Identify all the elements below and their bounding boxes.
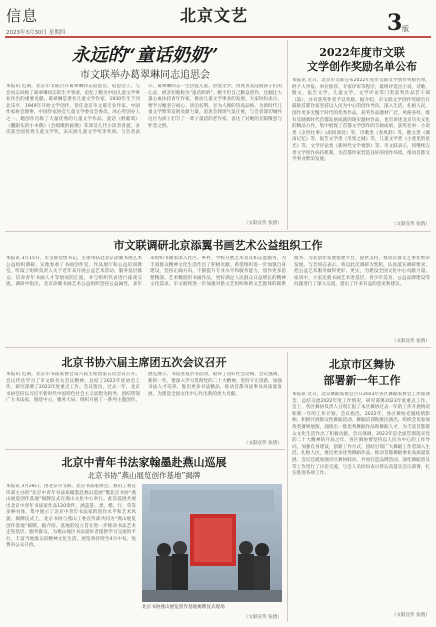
article3-title: 市文联调研北京添翼书画艺术公益组织工作 — [113, 239, 323, 252]
issue-date: 2023年3月30日 星期四 — [6, 30, 66, 36]
article6-body: 本报讯 近日，北京舞蹈家协会召开2023年各区舞蹈家协会工作座谈会，总结交流2022年度工作情况，研究部署2023年度重点工作。会上，各区舞协负责人分别汇报了本区舞协过去一年的工作开展情况和新一年的工作计划。会议指出，2022年，各区舞协克服疫情影响，积极开展群众性舞蹈活动、舞蹈培训和惠民演出，组织会员参加各类赛事展演，涌现出一批优秀舞蹈作品和舞蹈人才，为丰富首都群众文化生活作出了积极贡献。会议强调，2023年是全面贯彻落实党的二十大精神的开局之年，各区舞协要坚持以人民为中心的工作导向，加强自身建设，创新工作方式，团结引领广大舞蹈工作者深入生活、扎根人民，推出更多优秀舞蹈作品，推动首都舞蹈事业高质量发展。会议还就加强市区舞协联动、共同打造品牌活动、深化舞蹈普及等工作进行了讨论交流，与会人员纷纷表示将认真落实会议部署，扎实推进各项工作。 — [292, 392, 430, 477]
event-photo — [142, 484, 282, 602]
article5-subtitle: 北京书协“燕山展览创作基地”揭牌 — [87, 471, 201, 480]
article5-title: 北京中青年书法家翰墨赴燕山巡展 — [61, 456, 227, 469]
rule-3 — [5, 449, 285, 450]
article6-byline: （文联宣传 张倩） — [391, 613, 430, 618]
page-number: 3 — [387, 10, 403, 36]
photo-illustration — [142, 484, 282, 602]
rule-2 — [5, 347, 431, 348]
divider-top — [287, 40, 288, 230]
article3-byline: （文联宣传 张倩） — [391, 339, 430, 344]
header-rule — [5, 36, 431, 38]
article2-byline: （文联宣传 张倩） — [391, 222, 430, 227]
article2-title: 2022年度市文联 — [319, 46, 405, 59]
article5-body: 本报讯 3月28日，由北京市文联、北京书法家协会、燕山工委宣传部主办的“北京中青年书法家翰墨赴燕山巡展”暨北京书协“燕山展览创作基地”揭牌仪式在燕山文化中心举行。此次巡展共展出北京中青年书法家作品120余件，涵盖篆、隶、楷、行、草等多种书体，集中展示了北京中青年书法家的创作水平和艺术风貌。揭牌仪式上，北京书协与燕山工委宣传部共同为“燕山展览创作基地”揭牌。据介绍，基地的设立旨在进一步推动书法艺术走进基层、服务群众，为燕山地区书法爱好者提供学习交流的平台，丰富当地群众的精神文化生活。展览将持续至4月中旬，免费向公众开放。 — [6, 484, 136, 549]
article1-title: 永远的“童话奶奶” — [71, 45, 219, 66]
divider-bottom — [287, 352, 288, 622]
article4-byline: （文联宣传 张倩） — [243, 441, 282, 446]
section-label: 信息 — [6, 7, 39, 25]
article1-subtitle: 市文联举办葛翠琳同志追思会 — [80, 70, 210, 81]
article1-body: 本报讯 近期，北京市文联召开葛翠琳同志追思会。追思会上，与会同志回顾了葛翠琳同志的生平事迹，追忆了她为中国儿童文学事业作出的重要贡献。葛翠琳是著名儿童文学作家，1930年生于河北乐亭，1949年开始文学创作，曾任北京市文联专业作家、中国作家协会理事、中国作家协会儿童文学委员会委员，冰心奖创办人之一。她创作出版了大量优秀的儿童文学作品，童话《野葡萄》《翻跟头的小木偶》《会唱歌的画像》等深受几代小读者喜爱，多次获全国优秀儿童文学奖、宋庆龄儿童文学奖等奖项。与会者表示，葛翠琳同志一生热爱儿童、热爱文学，用真善美浸润孩子们的心灵，被亲切地称为“童话奶奶”。她不但自己勤奋创作，还倾注大量心血扶持青年作家，推动儿童文学事业的发展。大家纷纷表示，要学习她坚守初心、淡泊名利、甘为人梯的崇高品格，为新时代儿童文学繁荣发展贡献力量。追思会现场气氛庄重，与会者深切缅怀这位为孩子们写了一辈子童话的老作家，表达了对她的无限敬意与怀念之情。 — [6, 84, 282, 136]
article1-byline: （文联宣传 张倩） — [243, 221, 282, 226]
article2-body: 本报讯 近日，北京市文联公布2022年度市文联文学创作奖励名单。经个人申报、单位推荐、专家评审等程序，最终评选出小说、诗歌、散文、报告文学、儿童文学、文学评论等门类获奖作品若干部（篇），并对获奖作者予以奖励。据介绍，市文联文学创作奖励旨在鼓励首都作家坚持以人民为中心的创作导向，深入生活、扎根人民，创作更多无愧于时代的优秀作品。获奖作品题材广泛、风格多样，既有反映新时代首都发展成就的现实题材作品，也有讲述北京历史文化的精品力作，集中展现了首都文学创作的丰硕成果。获奖名单：小说类《京西往事》《胡同深处》等，诗歌类《春风辞》等，散文类《城南记忆》等，报告文学类《冬奥之城》等，儿童文学类《小巷里的星光》等，文学评论类《新时代文学观察》等。市文联表示，将继续完善文学创作扶持机制，为首都作家营造良好的创作环境，推动首都文学事业繁荣发展。 — [292, 78, 430, 163]
rule-1 — [5, 231, 431, 232]
article4-title: 北京书协六届主席团五次会议召开 — [61, 356, 227, 369]
masthead: 北京文艺 — [180, 6, 249, 25]
article4-body: 本报讯 近期，北京市书法家协会第六届主席团第五次会议召开。会议传达学习了市文联有关会议精神，总结了2022年度协会工作，研究部署了2023年度重点工作。会议指出，过去一年，北京书协坚持以习近平新时代中国特色社会主义思想为指导，团结带领广大书法家，围绕中心、服务大局，组织开展了一系列主题创作、展览展示、书法进基层等活动，取得了良好社会反响。会议强调，新的一年，要深入学习贯彻党的二十大精神，坚持守正创新，加强书法人才培养，推出更多书法精品，推动首都书法事业高质量发展，为建设全国文化中心作出新的更大贡献。 — [6, 372, 282, 404]
article2-title-line2: 文学创作奖励名单公布 — [307, 60, 417, 73]
article6-title-line2: 部署新一年工作 — [323, 374, 401, 387]
photo-caption: 北京书协燕山展览创作基地揭牌仪式现场 — [142, 605, 225, 610]
article3-body: 本报讯 3月15日，市文联党组书记、主席带队赴北京添翼书画艺术公益组织调研，实地参观了书画创作室、作品展厅和公益培训教室，听取了组织负责人关于近年来开展公益艺术活动、服务基层群众、培养青年书画人才等情况的汇报，并与组织代表进行座谈交流。调研中指出，北京添翼书画艺术公益组织坚持公益属性，多年来组织书画家深入社区、乡村、学校开展艺术普及和志愿服务，为丰富群众精神文化生活作出了积极贡献。希望组织进一步加强自身建设，坚持正确方向，不断提升专业水平和服务能力，创作更多思想精深、艺术精湛的书画作品，更好满足人民群众日益增长的精神文化需求。市文联将进一步加强对新文艺组织和新文艺群体的联系服务，为其创作发展搭建平台、提供支持，推动首都文艺事业繁荣发展。与会同志表示，将以此次调研为契机，认真落实调研要求，把公益艺术服务做得更好、更实，为建设全国文化中心贡献力量。座谈中，大家还就书画艺术进基层、青少年美育、公益品牌建设等问题进行了深入交流，提出了许多有益的意见和建议。 — [6, 256, 430, 288]
article5-byline: （文联宣传 张倩） — [243, 615, 282, 620]
article6-title: 北京市区舞协 — [329, 358, 395, 371]
page-unit: 版 — [402, 25, 409, 33]
